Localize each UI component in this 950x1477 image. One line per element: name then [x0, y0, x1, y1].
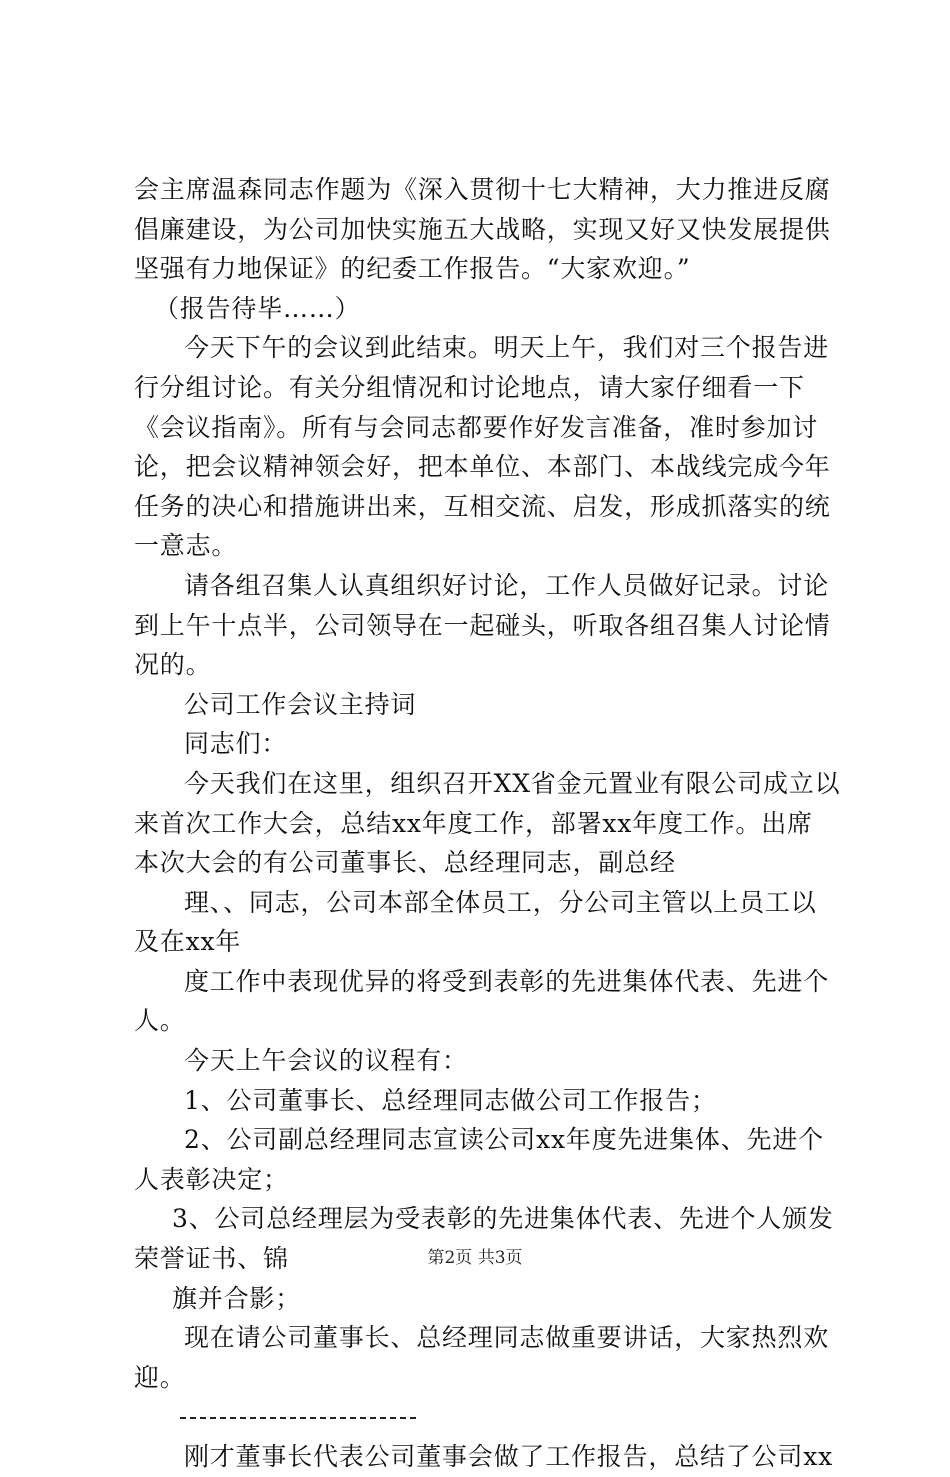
text-line: 2、公司副总经理同志宣读公司xx年度先进集体、先进个 [184, 1125, 824, 1155]
text-line: 同志们： [184, 729, 288, 759]
text-line: 及在xx年 [134, 927, 242, 957]
text-line: 刚才董事长代表公司董事会做了工作报告，总结了公司xx [184, 1442, 834, 1471]
text-line: 请各组召集人认真组织好讨论，工作人员做好记录。讨论 [184, 570, 830, 600]
text-line: 公司工作会议主持词 [184, 689, 417, 719]
text-line: 人表彰决定； [134, 1164, 289, 1194]
text-line: 论，把会议精神领会好，把本单位、本部门、本战线完成今年 [134, 452, 831, 482]
text-line: 旗并合影； [172, 1283, 302, 1313]
text-line: 人。 [134, 1006, 186, 1036]
text-line: 今天下午的会议到此结束。明天上午，我们对三个报告进 [184, 333, 830, 363]
page-footer: 第2页 共3页 [427, 1248, 523, 1268]
text-line: 今天上午会议的议程有： [184, 1046, 468, 1076]
text-line: 会主席温森同志作题为《深入贯彻十七大精神，大力推进反腐 [134, 175, 831, 204]
text-line: 倡廉建设，为公司加快实施五大战略，实现又好又快发展提供 [134, 214, 831, 244]
text-line: 1、公司董事长、总经理同志做公司工作报告； [184, 1085, 717, 1115]
text-line: 本次大会的有公司董事长、总经理同志，副总经 [134, 848, 676, 878]
dashed-line [180, 1417, 416, 1419]
text-line: 行分组讨论。有关分组情况和讨论地点，请大家仔细看一下 [134, 372, 805, 402]
text-line: （报告待毕……） [154, 293, 361, 323]
text-line: 《会议指南》。所有与会同志都要作好发言准备，准时参加讨 [134, 412, 819, 442]
separator-rule [134, 1397, 834, 1437]
text-line: 来首次工作大会，总结xx年度工作，部署xx年度工作。出席 [134, 808, 813, 838]
text-line: 迎。 [134, 1362, 186, 1392]
text-line: 现在请公司董事长、总经理同志做重要讲话，大家热烈欢 [184, 1323, 830, 1353]
text-line: 3、公司总经理层为受表彰的先进集体代表、先进个人颁发 [172, 1204, 834, 1234]
text-line: 任务的决心和措施讲出来，互相交流、启发，形成抓落实的统 [134, 491, 831, 521]
text-line: 一意志。 [134, 531, 238, 561]
text-line: 理、、同志，公司本部全体员工，分公司主管以上员工以 [184, 887, 817, 917]
text-line: 况的。 [134, 650, 212, 680]
text-line: 今天我们在这里，组织召开XX省金元置业有限公司成立以 [184, 768, 841, 798]
document-body [134, 170, 841, 1477]
text-line: 坚强有力地保证》的纪委工作报告。“大家欢迎。” [134, 254, 691, 284]
text-line: 荣誉证书、锦 [134, 1244, 289, 1274]
text-line: 到上午十点半，公司领导在一起碰头，听取各组召集人讨论情 [134, 610, 831, 640]
text-line: 度工作中表现优异的将受到表彰的先进集体代表、先进个 [184, 966, 830, 996]
